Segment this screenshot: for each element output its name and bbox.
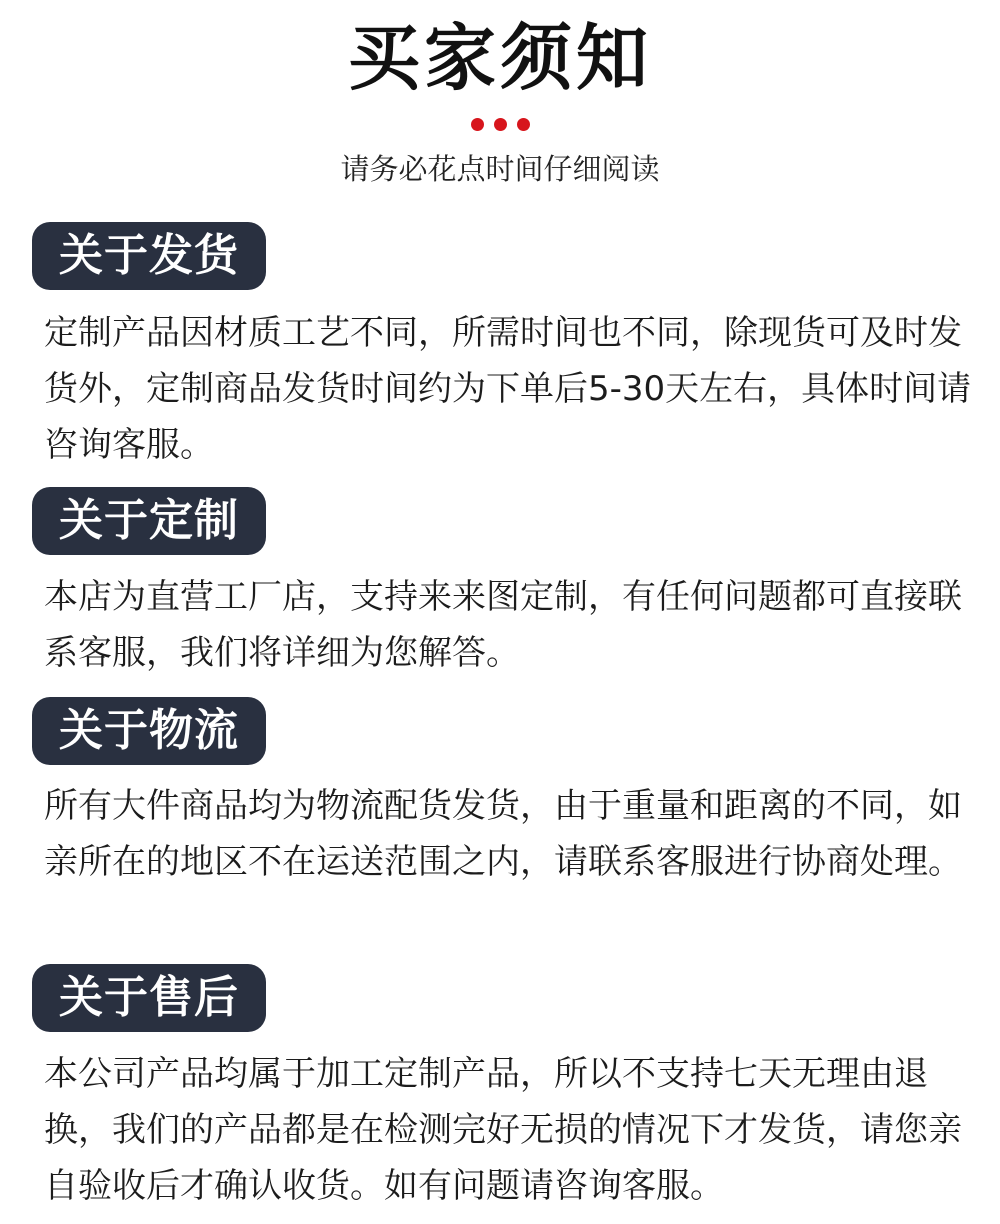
- decorative-dots: [0, 118, 1000, 131]
- section-tag-shipping: 关于发货: [32, 222, 266, 290]
- section-tag-customization: 关于定制: [32, 487, 266, 555]
- red-dot-icon: [471, 118, 484, 131]
- section-body-shipping: 定制产品因材质工艺不同，所需时间也不同，除现货可及时发货外，定制商品发货时间约为下单后5-30天左右，具体时间请咨询客服。: [44, 313, 972, 465]
- page-subtitle: 请务必花点时间仔细阅读: [340, 152, 660, 186]
- red-dot-icon: [517, 118, 530, 131]
- section-body-after-sales: 本公司产品均属于加工定制产品，所以不支持七天无理由退换，我们的产品都是在检测完好无损的情况下才发货，请您亲自验收后才确认收货。如有问题请咨询客服。: [44, 1054, 962, 1206]
- section-body-customization: 本店为直营工厂店，支持来来图定制，有任何问题都可直接联系客服，我们将详细为您解答。: [44, 577, 962, 673]
- section-tag-logistics: 关于物流: [32, 697, 266, 765]
- section-body-logistics: 所有大件商品均为物流配货发货，由于重量和距离的不同，如亲所在的地区不在运送范围之内，请联系客服进行协商处理。: [44, 786, 962, 882]
- red-dot-icon: [494, 118, 507, 131]
- section-tag-after-sales: 关于售后: [32, 964, 266, 1032]
- page-title: 买家须知: [347, 16, 652, 100]
